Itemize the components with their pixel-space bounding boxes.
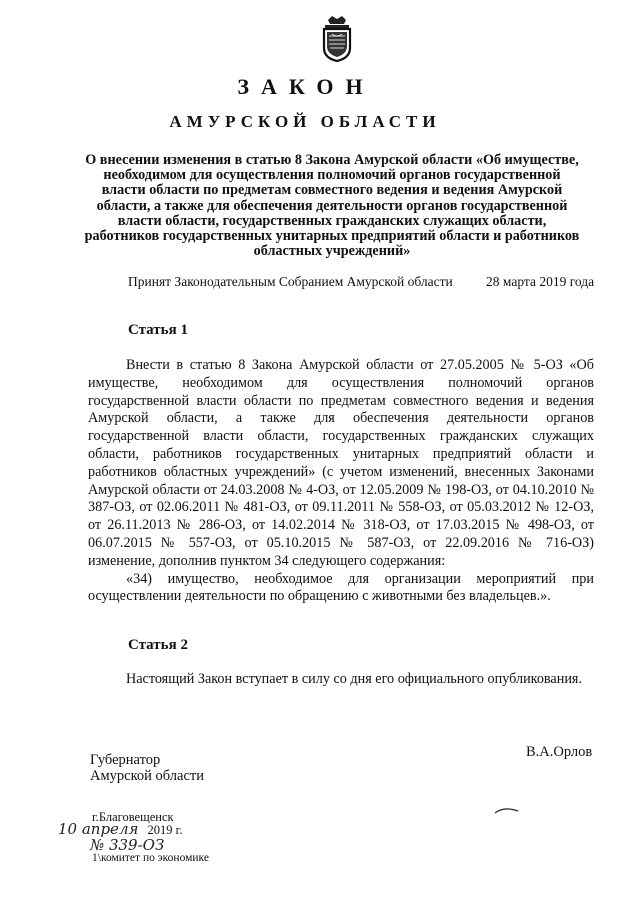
accepted-date: 28 марта 2019 года bbox=[486, 274, 595, 289]
article-1-paragraph: «34) имущество, необходимое для организации мероприятий при осуществлении деятельности по обращению с животными без владельцев.». bbox=[88, 570, 594, 605]
article-1-title: Статья 1 bbox=[128, 322, 188, 338]
coat-of-arms-icon bbox=[318, 14, 356, 62]
region-title: АМУРСКОЙ ОБЛАСТИ bbox=[169, 112, 441, 131]
signature-mark-icon bbox=[494, 805, 520, 817]
footer-note: 1\комитет по экономике bbox=[92, 852, 209, 864]
signatory-role-line: Губернатор bbox=[90, 752, 161, 768]
article-2-title: Статья 2 bbox=[128, 637, 188, 653]
law-title: ЗАКОН bbox=[237, 74, 375, 99]
article-2-paragraph: Настоящий Закон вступает в силу со дня его официального опубликования. bbox=[126, 671, 582, 687]
signatory-role-line: Амурской области bbox=[90, 768, 204, 784]
law-heading: О внесении изменения в статью 8 Закона Амурской области «Об имуществе, необходимом для осуществления полномочий органов государственной власти области по предметам совместного ведения и ведения Амурской области, а также для обеспечения деятельности органов государственной власти области, государственных гражданских служащих области, работников государственных унитарных предприятий области и работников областных учреждений» bbox=[84, 152, 580, 260]
law-number: № 339-ОЗ bbox=[90, 836, 165, 854]
signatory-role bbox=[90, 752, 204, 784]
article-1-body bbox=[88, 357, 594, 606]
signatory-name: В.А.Орлов bbox=[526, 744, 593, 760]
handwritten-date: 10 апреля bbox=[58, 820, 139, 838]
place: г.Благовещенск bbox=[92, 810, 174, 824]
article-2-body bbox=[88, 671, 594, 689]
accepted-by: Принят Законодательным Собранием Амурской области bbox=[128, 274, 453, 289]
article-1-paragraph: Внести в статью 8 Закона Амурской области от 27.05.2005 № 5-ОЗ «Об имуществе, необходимом для осуществления полномочий органов государственной власти области по предметам совместного ведения и ведения Амурской области, а также для обеспечения деятельности органов государственной власти области, государственных гражданских служащих области, работников государственных унитарных предприятий области и работников областных учреждений» (с учетом изменений, внесенных Законами Амурской области от 24.03.2008 № 4-ОЗ, от 12.05.2009 № 198-ОЗ, от 04.10.2010 № 387-ОЗ, от 02.06.2011 № 481-ОЗ, от 09.11.2011 № 558-ОЗ, от 05.03.2012 № 12-ОЗ, от 26.11.2013 № 286-ОЗ, от 14.02.2014 № 318-ОЗ, от 17.03.2015 № 498-ОЗ, от 06.07.2015 № 557-ОЗ, от 05.10.2015 № 587-ОЗ, от 22.09.2016 № 716-ОЗ) изменение, дополнив пунктом 34 следующего содержания: bbox=[88, 357, 594, 569]
printed-year: 2019 г. bbox=[147, 823, 183, 837]
